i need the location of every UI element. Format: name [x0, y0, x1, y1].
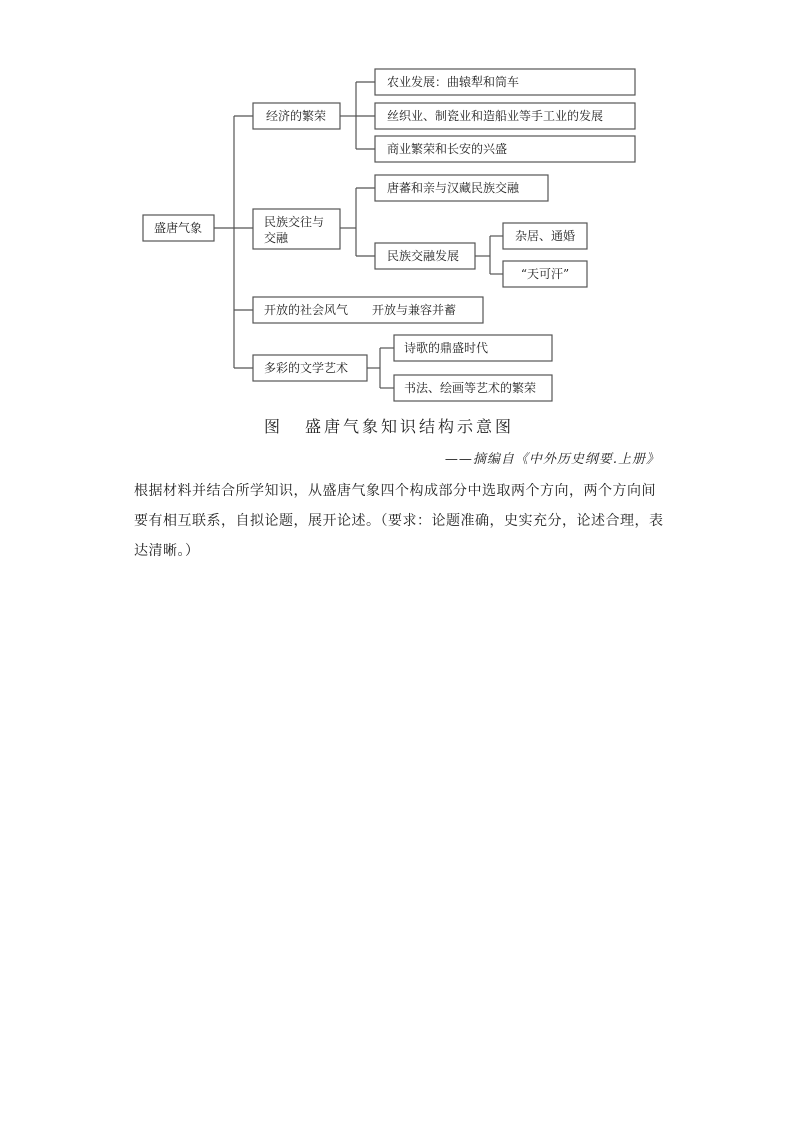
leaf-agriculture-label: 农业发展：曲辕犁和筒车: [387, 75, 520, 89]
branch-ethnic-label-2: 交融: [264, 231, 289, 245]
figure-caption-prefix: 图: [263, 417, 283, 436]
leaf-ethnic-development-label: 民族交融发展: [387, 249, 460, 263]
knowledge-structure-diagram: [0, 0, 800, 410]
branch-ethnic-label-1: 民族交往与: [264, 215, 325, 229]
leaf-tian-kehan-label: “天可汗”: [520, 267, 570, 281]
leaf-calligraphy-painting-label: 书法、绘画等艺术的繁荣: [404, 381, 537, 395]
leaf-commerce-label: 商业繁荣和长安的兴盛: [387, 142, 508, 156]
leaf-tang-tibet-label: 唐蕃和亲与汉藏民族交融: [387, 181, 520, 195]
leaf-poetry-label: 诗歌的鼎盛时代: [404, 341, 489, 355]
leaf-intermarriage-label: 杂居、通婚: [514, 229, 576, 243]
figure-caption: [0, 414, 800, 437]
root-label: 盛唐气象: [153, 221, 203, 235]
branch-literature-art-label: 多彩的文学艺术: [264, 361, 349, 375]
figure-caption-title: 盛唐气象知识结构示意图: [305, 417, 515, 436]
leaf-handicraft-label: 丝织业、制瓷业和造船业等手工业的发展: [387, 109, 604, 123]
branch-open-society-label: 开放的社会风气 开放与兼容并蓄: [264, 303, 457, 317]
source-citation: ——摘编自《中外历史纲要.上册》: [444, 452, 660, 467]
branch-economy-label: 经济的繁荣: [265, 109, 327, 123]
question-text: 根据材料并结合所学知识，从盛唐气象四个构成部分中选取两个方向，两个方向间要有相互联系，自拟论题，展开论述。（要求：论题准确，史实充分，论述合理，表达清晰。）: [134, 483, 664, 559]
